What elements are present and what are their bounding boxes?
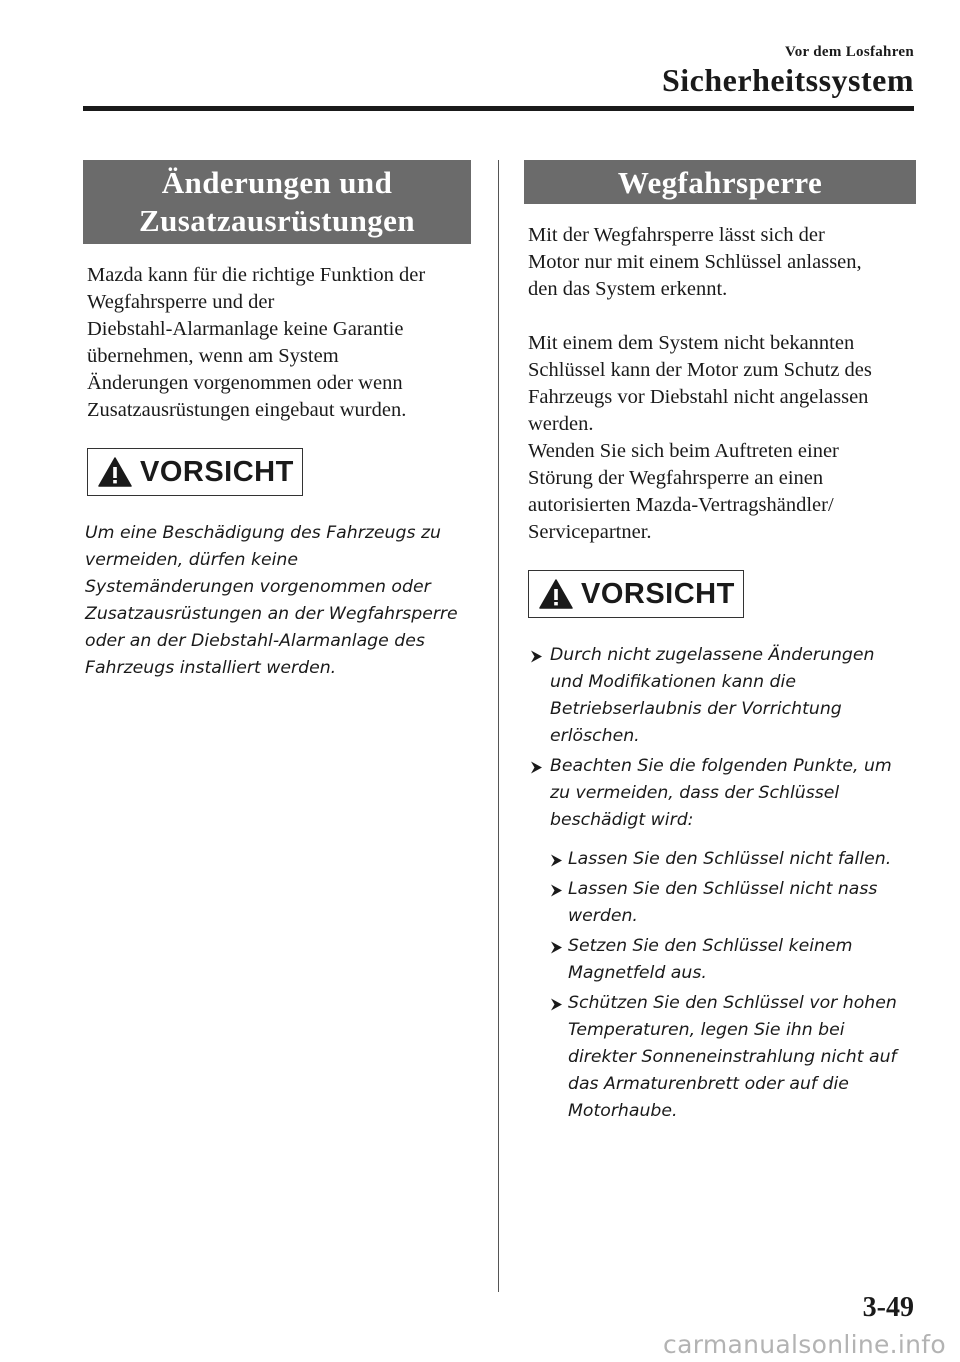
text-line: Wegfahrsperre und der xyxy=(87,291,275,313)
list-item xyxy=(550,990,916,1125)
bullet-list xyxy=(526,642,916,1125)
text-line: den das System erkennt. xyxy=(528,278,728,300)
text-line: vermeiden, dürfen keine xyxy=(85,550,298,570)
section-banner-modifications xyxy=(83,160,471,244)
text-line: Zusatzausrüstungen eingebaut wurden. xyxy=(87,399,407,421)
left-column xyxy=(83,160,471,682)
caution-label: VORSICHT xyxy=(140,455,294,488)
sub-list xyxy=(550,846,916,1125)
text-line: Motor nur mit einem Schlüssel anlassen, xyxy=(528,251,862,273)
list-item xyxy=(526,642,916,750)
text-line: beschädigt wird: xyxy=(550,810,694,830)
warning-triangle-icon xyxy=(539,579,573,609)
text-line: oder an der Diebstahl-Alarmanlage des xyxy=(85,631,425,651)
text-line: Fahrzeugs installiert werden. xyxy=(85,658,337,678)
text-line: Durch nicht zugelassene Änderungen xyxy=(550,645,875,665)
arrow-right-icon xyxy=(550,998,563,1011)
section-banner-immobilizer xyxy=(524,160,916,204)
text-line: das Armaturenbrett oder auf die xyxy=(568,1074,849,1094)
arrow-right-icon xyxy=(530,761,543,774)
text-line: Lassen Sie den Schlüssel nicht fallen. xyxy=(568,849,892,869)
text-line: Um eine Beschädigung des Fahrzeugs zu xyxy=(85,523,441,543)
modifications-paragraph xyxy=(87,262,471,424)
text-line: Änderungen vorgenommen oder wenn xyxy=(87,372,403,394)
page-number: 3-49 xyxy=(862,1292,914,1323)
paragraph xyxy=(528,222,916,303)
text-line: Schützen Sie den Schlüssel vor hohen xyxy=(568,993,897,1013)
text-line: Mit der Wegfahrsperre lässt sich der xyxy=(528,224,825,246)
text-line: Wenden Sie sich beim Auftreten einer xyxy=(528,440,839,462)
text-line: Zusatzausrüstungen an der Wegfahrsperre xyxy=(85,604,458,624)
text-line: Mit einem dem System nicht bekannten xyxy=(528,332,855,354)
immobilizer-paragraphs xyxy=(528,222,916,546)
text-line: und Modifikationen kann die xyxy=(550,672,796,692)
text-line: Schlüssel kann der Motor zum Schutz des xyxy=(528,359,872,381)
arrow-right-icon xyxy=(550,884,563,897)
text-line: werden. xyxy=(568,906,638,926)
text-line: zu vermeiden, dass der Schlüssel xyxy=(550,783,840,803)
chapter-subtitle: Vor dem Losfahren xyxy=(784,44,914,60)
text-line: werden. xyxy=(528,413,594,435)
text-line: Systemänderungen vorgenommen oder xyxy=(85,577,431,597)
section-title-line: Änderungen und xyxy=(161,165,393,200)
text-line: Magnetfeld aus. xyxy=(568,963,707,983)
list-item xyxy=(550,933,916,987)
section-title-line: Zusatzausrüstungen xyxy=(139,203,415,238)
arrow-right-icon xyxy=(550,854,563,867)
section-title: Wegfahrsperre xyxy=(617,165,823,200)
caution-box xyxy=(528,570,744,618)
warning-triangle-icon xyxy=(98,457,132,487)
text-line: Störung der Wegfahrsperre an einen xyxy=(528,467,824,489)
text-line: Diebstahl-Alarmanlage keine Garantie xyxy=(87,318,404,340)
text-line: Lassen Sie den Schlüssel nicht nass xyxy=(568,879,878,899)
text-line: Temperaturen, legen Sie ihn bei xyxy=(568,1020,845,1040)
text-line: Setzen Sie den Schlüssel keinem xyxy=(568,936,853,956)
caution-box xyxy=(87,448,303,496)
text-line: autorisierten Mazda-Vertragshändler/ xyxy=(528,494,834,516)
text-line: Servicepartner. xyxy=(528,521,652,543)
text-line: übernehmen, wenn am System xyxy=(87,345,339,367)
column-divider xyxy=(498,160,499,1292)
chapter-title: Sicherheitssystem xyxy=(661,62,914,98)
text-line: Fahrzeugs vor Diebstahl nicht angelassen xyxy=(528,386,869,408)
caution-text xyxy=(85,520,471,682)
caution-list xyxy=(526,642,916,1125)
text-line: direkter Sonneneinstrahlung nicht auf xyxy=(568,1047,897,1067)
text-line: Mazda kann für die richtige Funktion der xyxy=(87,264,426,286)
text-line: Betriebserlaubnis der Vorrichtung xyxy=(550,699,842,719)
list-item xyxy=(550,876,916,930)
paragraph xyxy=(528,330,916,546)
watermark: carmanualsonline.info xyxy=(663,1330,946,1359)
text-line: Beachten Sie die folgenden Punkte, um xyxy=(550,756,892,776)
arrow-right-icon xyxy=(530,650,543,663)
text-line: erlöschen. xyxy=(550,726,640,746)
header-rule xyxy=(83,106,914,111)
text-line: Motorhaube. xyxy=(568,1101,678,1121)
list-item xyxy=(526,753,916,1125)
list-item xyxy=(550,846,916,873)
arrow-right-icon xyxy=(550,941,563,954)
right-column xyxy=(524,160,916,1128)
caution-label: VORSICHT xyxy=(581,577,735,610)
